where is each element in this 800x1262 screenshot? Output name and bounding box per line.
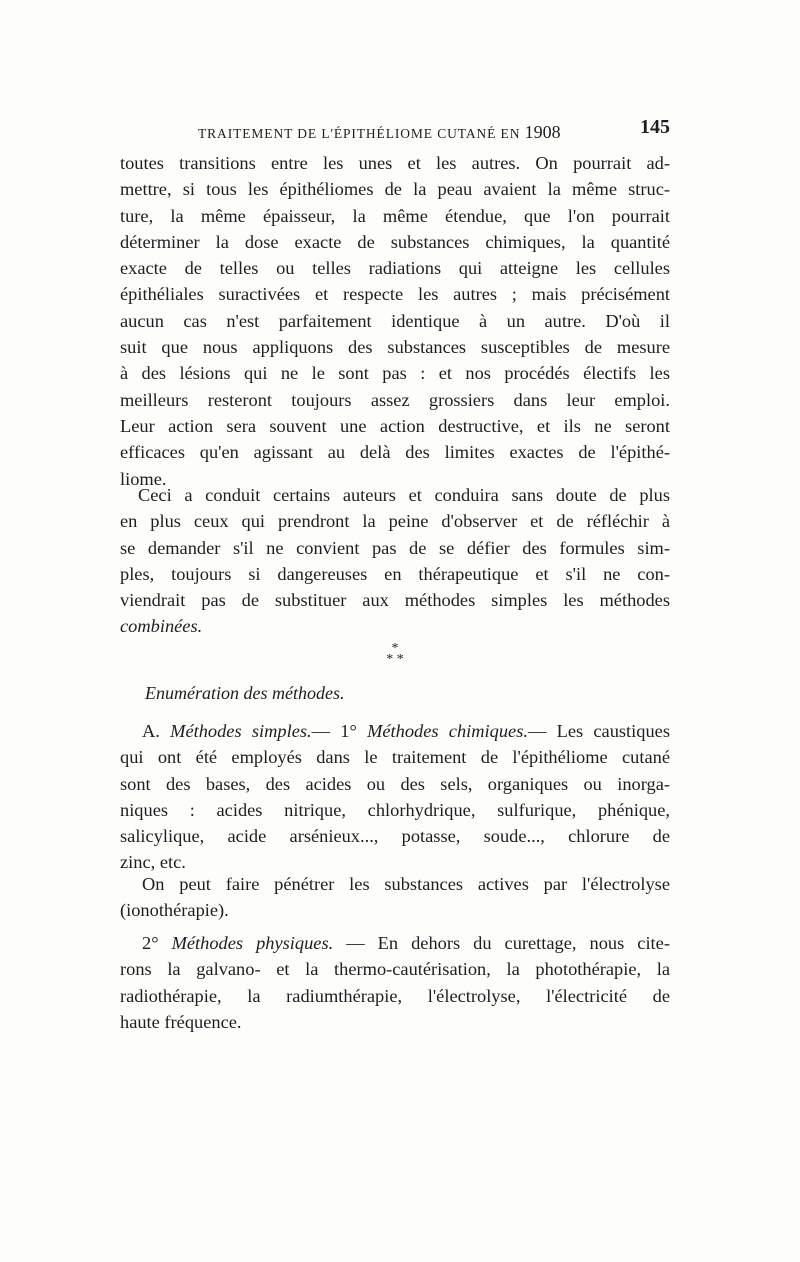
text-line [120, 930, 670, 956]
dash-numbering: — 1° [311, 721, 357, 741]
first-line-rest: — En dehors du curettage, nous cite- [346, 933, 670, 953]
asterism-bottom: * * [386, 652, 404, 667]
text-line: (ionothérapie). [120, 900, 229, 921]
text-line: mettre, si tous les épithéliomes de la peau avaient la même struc- [120, 179, 670, 200]
text-line: exacte de telles ou telles radiations qui atteigne les cellules [120, 258, 670, 279]
paragraph-1 [120, 150, 670, 492]
text-line: On peut faire pénétrer les substances actives par l'électrolyse [142, 874, 670, 894]
text-line: qui ont été employés dans le traitement de l'épithéliome cutané [120, 747, 670, 768]
number-two: 2° [142, 933, 159, 953]
asterism [120, 643, 670, 665]
first-line-rest: — Les caustiques [527, 721, 670, 741]
paragraph-5 [120, 930, 670, 1035]
asterism-top: * [391, 641, 399, 656]
running-title-text: TRAITEMENT DE L'ÉPITHÉLIOME CUTANÉ EN [198, 126, 521, 141]
text-line: toutes transitions entre les unes et les autres. On pourrait ad- [120, 153, 670, 173]
text-line: Leur action sera souvent une action destructive, et ils ne seront [120, 415, 670, 436]
text-line: salicylique, acide arsénieux..., potasse, soude..., chlorure de [120, 826, 670, 847]
text-line: meilleurs resteront toujours assez grossiers dans leur emploi. [120, 389, 670, 410]
paragraph-3 [120, 718, 670, 876]
text-line: Ceci a conduit certains auteurs et conduira sans doute de plus [138, 485, 670, 505]
text-line: viendrait pas de substituer aux méthodes simples les méthodes [120, 590, 670, 611]
text-line: rons la galvano- et la thermo-cautérisation, la photothérapie, la [120, 959, 670, 980]
running-title-year: 1908 [524, 122, 561, 142]
text-line: en plus ceux qui prendront la peine d'observer et de réfléchir à [120, 511, 670, 532]
text-line: à des lésions qui ne le sont pas : et nos procédés électifs les [120, 363, 670, 384]
paragraph-4 [120, 871, 670, 924]
text-line: aucun cas n'est parfaitement identique à un autre. D'où il [120, 310, 670, 331]
text-line: efficaces qu'en agissant au delà des limites exactes de l'épithé- [120, 442, 670, 463]
text-line: ture, la même épaisseur, la même étendue, que l'on pourrait [120, 205, 670, 226]
text-line [120, 718, 670, 744]
text-line: radiothérapie, la radiumthérapie, l'électrolyse, l'électricité de [120, 985, 670, 1006]
label-simple-methods: Méthodes simples. [170, 721, 312, 741]
text-line: zinc, etc. [120, 852, 186, 873]
section-heading: Enumération des méthodes. [145, 683, 345, 703]
running-title [198, 122, 561, 143]
text-line: ples, toujours si dangereuses en thérapeutique et s'il ne con- [120, 563, 670, 584]
label-physical-methods: Méthodes physiques. [171, 933, 334, 953]
page-header [120, 116, 670, 146]
text-line: haute fréquence. [120, 1011, 242, 1032]
text-line: niques : acides nitrique, chlorhydrique, sulfurique, phénique, [120, 799, 670, 820]
text-line: suit que nous appliquons des substances susceptibles de mesure [120, 337, 670, 358]
italic-term: combinées. [120, 616, 203, 637]
text-line: se demander s'il ne convient pas de se défier des formules sim- [120, 537, 670, 558]
page-number: 145 [640, 116, 670, 138]
label-chemical-methods: Méthodes chimiques. [367, 721, 528, 741]
text-line: déterminer la dose exacte de substances chimiques, la quantité [120, 231, 670, 252]
text-line: liome. [120, 468, 167, 489]
text-line-italic [120, 613, 670, 639]
text-line: sont des bases, des acides ou des sels, organiques ou inorga- [120, 773, 670, 794]
label-a: A. [142, 721, 160, 741]
text-line: épithéliales suractivées et respecte les autres ; mais précisément [120, 284, 670, 305]
paragraph-2 [120, 482, 670, 640]
